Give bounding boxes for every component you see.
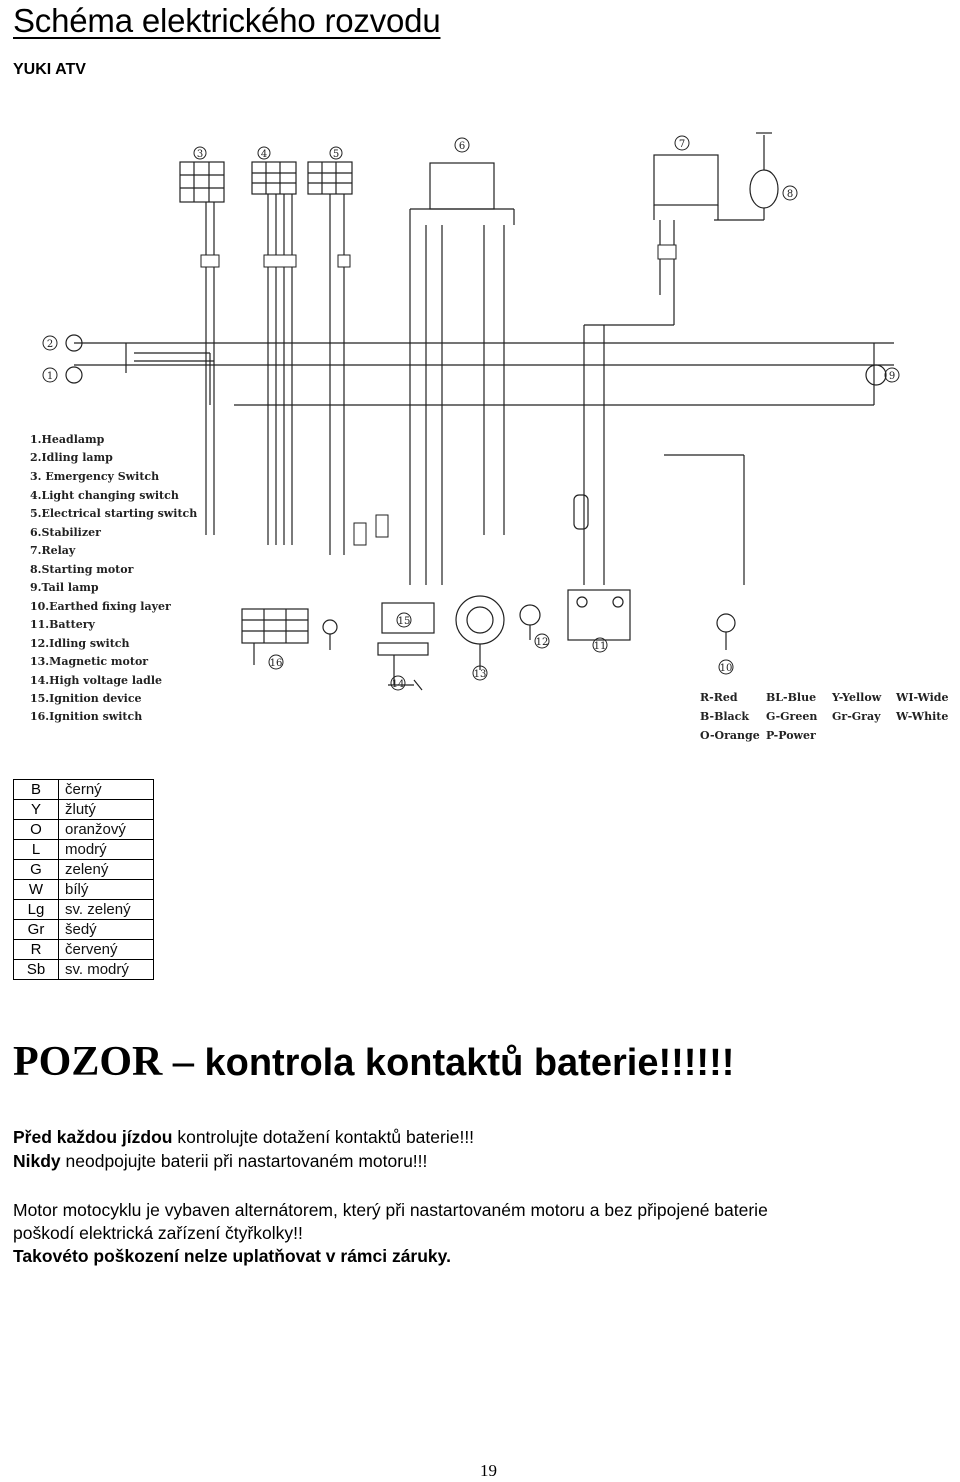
diagram-num-5: 5	[332, 149, 340, 160]
wire-color-table	[13, 779, 154, 980]
legend-power: P-Power	[766, 729, 816, 742]
color-name: zelený	[59, 860, 154, 880]
diagram-num-3: 3	[196, 149, 204, 160]
color-code: R	[14, 940, 59, 960]
color-code: Gr	[14, 920, 59, 940]
table-row	[14, 820, 154, 840]
table-row	[14, 960, 154, 980]
warning-line-1-bold: Před každou jízdou	[13, 1127, 173, 1147]
color-code: G	[14, 860, 59, 880]
component-10: 10.Earthed fixing layer	[30, 600, 171, 613]
table-row	[14, 920, 154, 940]
page-number: 19	[480, 1461, 497, 1480]
color-code: Y	[14, 800, 59, 820]
page-title: Schéma elektrického rozvodu	[13, 2, 441, 39]
diagram-num-16: 16	[269, 658, 283, 669]
component-1: 1.Headlamp	[30, 433, 105, 446]
color-name: černý	[59, 780, 154, 800]
warning-heading	[13, 1038, 734, 1086]
table-row	[14, 900, 154, 920]
warning-line-1-text: kontrolujte dotažení kontaktů baterie!!!	[172, 1127, 475, 1147]
page-subtitle: YUKI ATV	[13, 61, 86, 78]
legend-white: W-White	[896, 710, 949, 723]
diagram-num-13: 13	[473, 669, 487, 680]
color-name: modrý	[59, 840, 154, 860]
component-5: 5.Electrical starting switch	[30, 507, 198, 520]
table-row	[14, 780, 154, 800]
color-code: Lg	[14, 900, 59, 920]
warning-heading-text: kontrola kontaktů baterie!!!!!!	[204, 1042, 735, 1084]
component-3: 3. Emergency Switch	[30, 470, 160, 483]
color-name: oranžový	[59, 820, 154, 840]
diagram-num-6: 6	[458, 141, 466, 152]
wiring-diagram	[14, 115, 958, 760]
table-row	[14, 860, 154, 880]
legend-blue: BL-Blue	[766, 691, 817, 704]
component-13: 13.Magnetic motor	[30, 655, 149, 668]
color-code: Sb	[14, 960, 59, 980]
legend-black: B-Black	[700, 710, 749, 723]
legend-yellow: Y-Yellow	[832, 691, 882, 704]
diagram-num-7: 7	[678, 139, 686, 150]
table-row	[14, 940, 154, 960]
color-name: šedý	[59, 920, 154, 940]
color-name: sv. zelený	[59, 900, 154, 920]
component-11: 11.Battery	[30, 618, 95, 631]
legend-orange: O-Orange	[700, 729, 760, 742]
warning-line-4: poškodí elektrická zařízení čtyřkolky!!	[13, 1223, 303, 1243]
diagram-num-9: 9	[888, 371, 896, 382]
legend-green: G-Green	[766, 710, 818, 723]
diagram-num-4: 4	[260, 149, 268, 160]
warning-line-2-text: neodpojujte baterii při nastartovaném motoru!!!	[60, 1151, 428, 1171]
legend-wide: WI-Wide	[896, 691, 949, 704]
component-6: 6.Stabilizer	[30, 526, 101, 539]
warning-heading-dash: –	[172, 1039, 194, 1085]
warning-heading-pozor: POZOR	[13, 1039, 163, 1085]
color-name: sv. modrý	[59, 960, 154, 980]
component-8: 8.Starting motor	[30, 563, 134, 576]
diagram-num-2: 2	[46, 339, 54, 350]
color-name: žlutý	[59, 800, 154, 820]
component-16: 16.Ignition switch	[30, 710, 143, 723]
component-15: 15.Ignition device	[30, 692, 142, 705]
warning-line-2-bold: Nikdy	[13, 1151, 61, 1171]
color-code: W	[14, 880, 59, 900]
component-7: 7.Relay	[30, 544, 76, 557]
component-2: 2.Idling lamp	[30, 451, 113, 464]
component-12: 12.Idling switch	[30, 637, 130, 650]
color-code: B	[14, 780, 59, 800]
warning-line-5: Takovéto poškození nelze uplatňovat v rámci záruky.	[13, 1246, 451, 1266]
diagram-num-11: 11	[593, 641, 607, 652]
warning-line-3: Motor motocyklu je vybaven alternátorem, který při nastartovaném motoru a bez připojené baterie	[13, 1200, 768, 1220]
table-row	[14, 840, 154, 860]
legend-red: R-Red	[700, 691, 738, 704]
component-9: 9.Tail lamp	[30, 581, 99, 594]
color-name: červený	[59, 940, 154, 960]
diagram-num-12: 12	[535, 637, 549, 648]
diagram-num-1: 1	[46, 371, 54, 382]
legend-gray: Gr-Gray	[832, 710, 881, 723]
diagram-num-10: 10	[719, 663, 733, 674]
diagram-num-8: 8	[786, 189, 794, 200]
warning-line-1	[13, 1127, 474, 1148]
diagram-num-14: 14	[391, 679, 405, 690]
table-row	[14, 800, 154, 820]
table-row	[14, 880, 154, 900]
color-code: O	[14, 820, 59, 840]
color-name: bílý	[59, 880, 154, 900]
component-4: 4.Light changing switch	[30, 489, 179, 502]
warning-line-2	[13, 1151, 427, 1172]
component-14: 14.High voltage ladle	[30, 674, 163, 687]
diagram-num-15: 15	[397, 616, 411, 627]
color-code: L	[14, 840, 59, 860]
